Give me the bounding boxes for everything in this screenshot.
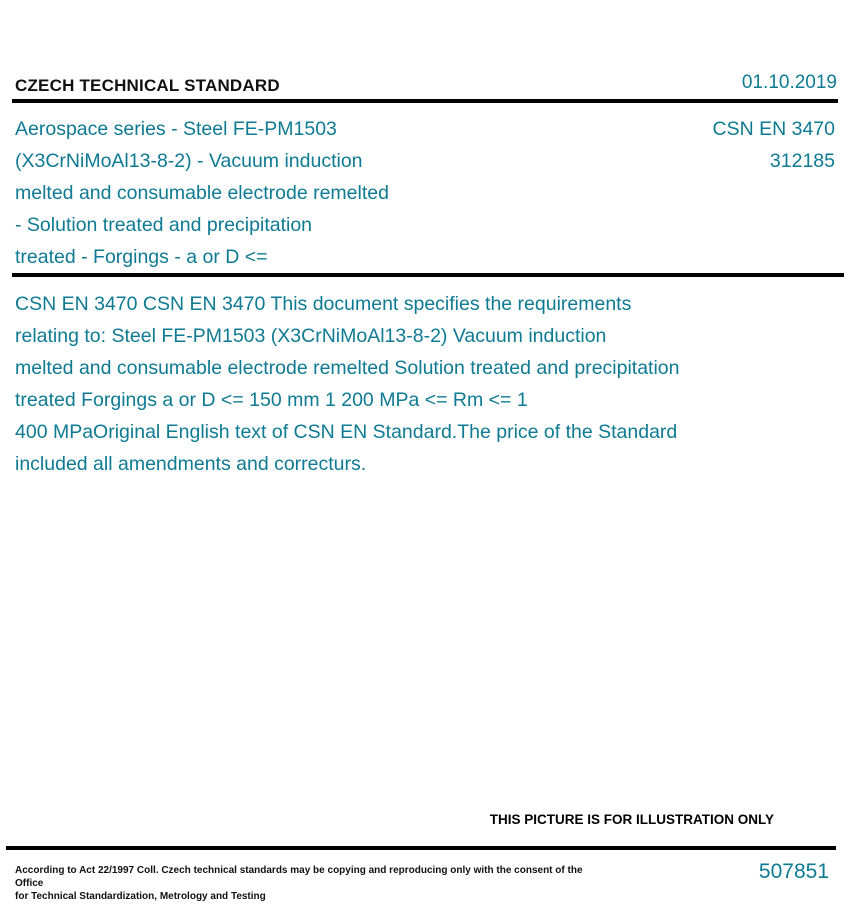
standard-description — [15, 288, 775, 480]
standard-code: CSN EN 3470 — [712, 118, 835, 140]
description-line: CSN EN 3470 CSN EN 3470 This document specifies the requirements — [15, 293, 632, 315]
document-heading: CZECH TECHNICAL STANDARD — [15, 76, 280, 95]
illustration-note: THIS PICTURE IS FOR ILLUSTRATION ONLY — [489, 812, 774, 827]
title-divider — [12, 273, 844, 277]
title-line: treated - Forgings - a or D <= — [15, 246, 268, 268]
header-divider — [12, 99, 838, 103]
publication-date: 01.10.2019 — [741, 72, 837, 93]
legal-line: for Technical Standardization, Metrology and Testing — [15, 891, 266, 902]
legal-notice — [15, 864, 595, 903]
standard-title — [15, 113, 445, 273]
description-line: included all amendments and correcturs. — [15, 453, 367, 475]
title-line: - Solution treated and precipitation — [15, 214, 313, 236]
standard-identifiers — [713, 113, 835, 177]
description-line: relating to: Steel FE-PM1503 (X3CrNiMoAl13-8-2) Vacuum induction — [15, 325, 607, 347]
legal-line: According to Act 22/1997 Coll. Czech technical standards may be copying and reproducing only with the consent of the Office — [15, 865, 583, 889]
title-line: Aerospace series - Steel FE-PM1503 — [15, 118, 337, 140]
description-line: treated Forgings a or D <= 150 mm 1 200 MPa <= Rm <= 1 — [15, 389, 528, 411]
title-line: (X3CrNiMoAl13-8-2) - Vacuum induction — [15, 150, 363, 172]
description-line: 400 MPaOriginal English text of CSN EN Standard.The price of the Standard — [15, 421, 678, 443]
title-line: melted and consumable electrode remelted — [15, 182, 389, 204]
description-line: melted and consumable electrode remelted Solution treated and precipitation — [15, 357, 680, 379]
footer-divider — [6, 846, 836, 850]
class-number: 312185 — [769, 150, 835, 172]
catalog-number: 507851 — [758, 860, 829, 883]
